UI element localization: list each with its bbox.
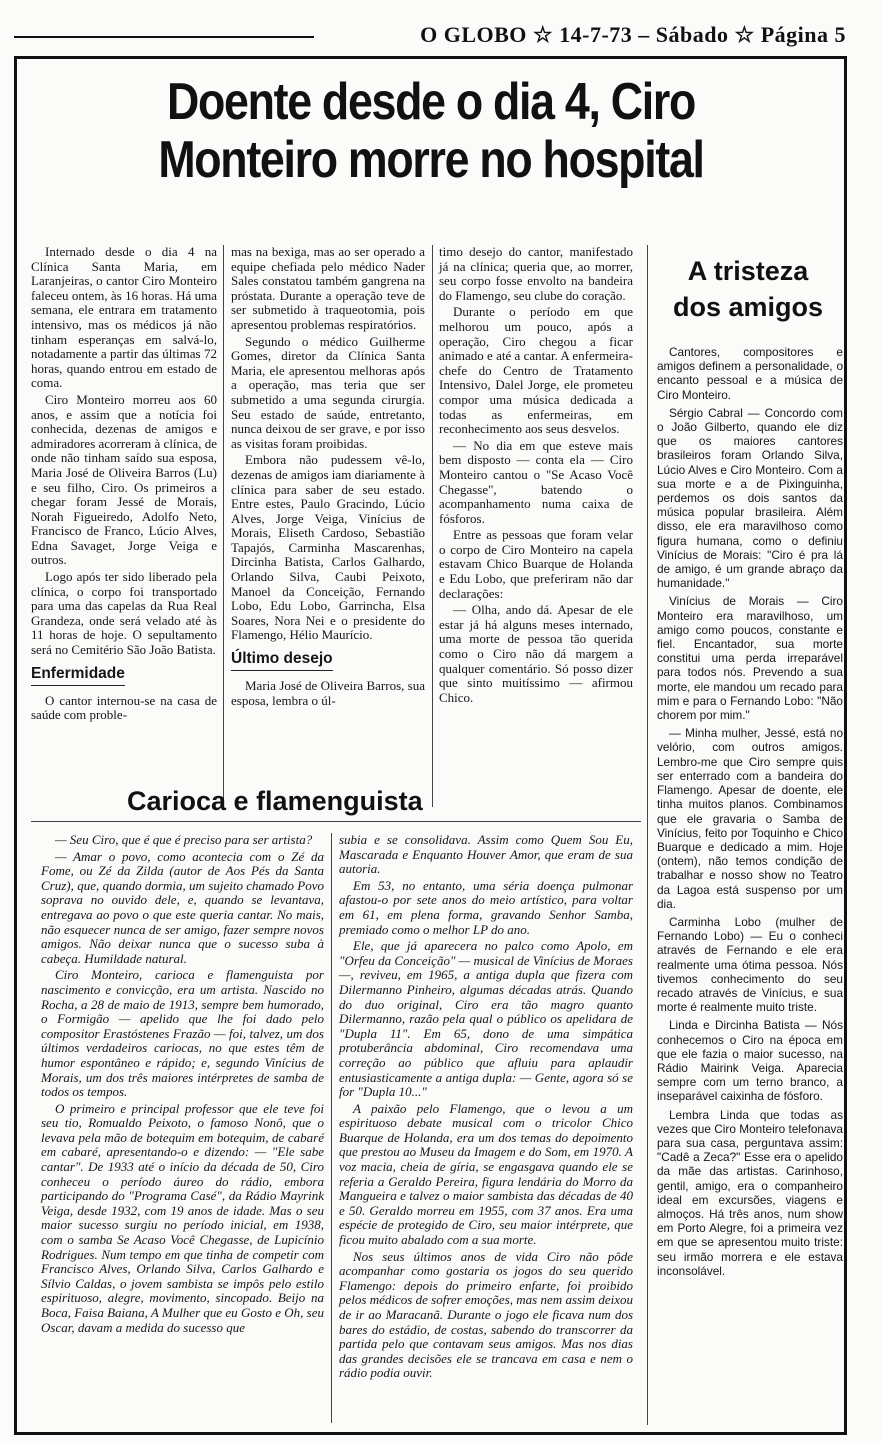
masthead-text: O GLOBO ☆ 14-7-73 – Sábado ☆ Página 5: [420, 22, 846, 47]
headline-line-2: Monteiro morre no hospital: [158, 131, 704, 189]
sidebar-column: [657, 345, 843, 1282]
paragraph: — Seu Ciro, que é que é preciso para ser artista?: [55, 832, 313, 847]
masthead: [14, 18, 874, 54]
paragraph: Maria José de Oliveira Barros, sua esposa, lembra o úl-: [231, 678, 425, 708]
column-rule: [647, 245, 648, 1425]
paragraph: Vinícius de Morais — Ciro Monteiro era maravilhoso, um amigo como poucos, constante e fiel. Encantador, sua morte constitui uma perda irreparável para todos nós. Prevendo a sua morte, ele mandou um recado para mim e para o Fernando Lobo: "Não chorem por mim.": [657, 594, 843, 723]
paragraph: — Olha, ando dá. Apesar de ele estar já há alguns meses internado, uma morte de pessoa tão querida como o Ciro não dá margem a qualquer comentário. Só posso dizer que sinto muitíssimo — afirmou Chico.: [439, 602, 633, 705]
paragraph: Ciro Monteiro morreu aos 60 anos, e assim que a notícia foi conhecida, dezenas de amigos e admiradores acorreram à clínica, de onde não tinham saído sua esposa, Maria José de Oliveira Barros (Lu) e seu filho, Ciro. Os primeiros a chegar foram Jessé de Morais, Norah Figueiredo, Adolfo Neto, Francisco de Franco, Lúcio Alves, Edna Savaget, Jorge Veiga e outros.: [31, 391, 217, 568]
paragraph: Lembra Linda que todas as vezes que Ciro Monteiro telefonava para sua casa, perguntava assim: "Cadê a Zeca?" Esse era o apelido da mãe das artistas. Carinhoso, gentil, amigo, era o companheiro ideal em excursões, viagens e almoços. Há três anos, num show em Porto Alegre, foi a primeira vez em que se apresentou muito triste: seu irmão morrera e ele estava inconsolável.: [657, 1107, 843, 1278]
sidebar-title-line-1: A tristeza: [687, 256, 809, 286]
paragraph: Segundo o médico Guilherme Gomes, diretor da Clínica Santa Maria, ele apresentou melhoras após a operação, mas teria que ser submetido a uma segunda cirurgia. Seu estado de saúde, entretanto, nunca deixou de ser grave, e por isso as visitas foram proibidas.: [231, 333, 425, 451]
paragraph: Embora não pudessem vê-lo, dezenas de amigos iam diariamente à clínica para saber de seu estado. Entre estes, Paulo Gracindo, Lúcio Alves, Jorge Veiga, Vinícius de Morais, Eliseth Cardoso, Sebastião Tapajós, Carminha Mascarenhas, Dircinha Batista, Carlos Galhardo, Orlando Silva, Caubi Peixoto, Manoel da Conceição, Fernando Lobo, Edu Lobo, Garrincha, Elsa Soares, Nora Nei e o presidente do Flamengo, Hélio Maurício.: [231, 452, 425, 643]
paragraph: timo desejo do cantor, manifestado já na clínica; queria que, ao morrer, seu corpo fosse envolto na bandeira do Flamengo, seu clube do coração.: [439, 244, 633, 303]
paragraph: Logo após ter sido liberado pela clínica, o corpo foi transportado para uma das capelas da Rua Real Grandeza, onde será velado até às 11 horas de hoje. O sepultamento será no Cemitério São João Batista.: [31, 569, 217, 658]
article-frame: [14, 56, 847, 1435]
feature-column-2: [339, 833, 633, 1383]
paragraph: Durante o período em que melhorou um pouco, após a operação, Ciro chegou a ficar animado e até a cantar. A enfermeira-chefe do Centro de Tratamento Intensivo, Dalel Jorge, ele prometeu compor uma música dedicada a todas as enfermeiras, em reconhecimento aos seus desvelos.: [439, 304, 633, 437]
paragraph: Internado desde o dia 4 na Clínica Santa Maria, em Laranjeiras, o cantor Ciro Monteiro faleceu ontem, às 16 horas. Há uma semana, ele entrara em tratamento intensivo, mas os médicos já não tinham esperanças em salvá-lo, notadamente a partir das últimas 72 horas, quando entrou em estado de coma.: [31, 244, 217, 391]
feature-column-1: [41, 833, 324, 1337]
paragraph: — No dia em que esteve mais bem disposto — conta ela — Ciro Monteiro cantou o "Se Acaso Você Chegasse", batendo o acompanhamento numa caixa de fósforos.: [439, 437, 633, 526]
column-rule: [432, 245, 433, 807]
column-rule: [331, 833, 332, 1423]
headline: [87, 73, 775, 189]
paragraph: — Amar o povo, como acontecia com o Zé da Fome, ou Zé da Zilda (autor de Aos Pés da Santa Cruz), que, quando dormia, um sujeito chamado Povo soprava no ouvido dele, e, quando se levantava, entregava ao povo o que este queria cantar. No mais, não esquecer nunca de ser amigo, fazer sempre novos amigos. Não deixar nunca que o sucesso suba à cabeça. Humildade natural.: [41, 848, 324, 966]
headline-line-1: Doente desde o dia 4, Ciro: [166, 73, 696, 131]
feature-title: Carioca e flamenguista: [127, 786, 423, 816]
subheading-ultimo-desejo: Último desejo: [231, 650, 333, 671]
paragraph: A paixão pelo Flamengo, que o levou a um espirituoso debate musical com o tricolor Chico Buarque de Holanda, era um dos temas do depoimento que prestou ao Museu da Imagem e do Som, em 1970. A voz macia, cheia de gíria, se engasgava quando ele se referia a Geraldo Pereira, figura lendária do Morro da Mangueira e talvez o maior sambista das décadas de 40 e 50. Geraldo morreu em 1955, com 37 anos. Era uma espécie de protegido de Ciro, seu maior intérprete, que ficou muito abalado com a sua morte.: [339, 1100, 633, 1248]
paragraph: Linda e Dircinha Batista — Nós conhecemos o Ciro na época em que ele fazia o maior sucesso, na Rádio Mairink Veiga. Aparecia sempre com um terno branco, a inseparável caixinha de fósforo.: [657, 1018, 843, 1104]
section-rule: [31, 821, 641, 822]
paragraph: O cantor internou-se na casa de saúde com proble-: [31, 692, 217, 723]
lead-column-1: [31, 245, 217, 725]
paragraph: Ele, que já aparecera no palco como Apolo, em "Orfeu da Conceição" — musical de Vinícius de Moraes —, reviveu, em 1965, a antiga dupla que fizera com Dilermanno Pinheiro, algumas décadas atrás. Quando do duo original, Ciro era tão magro quanto Dilermanno, razão pela qual o público os apelidara de "Dupla 11". Em 65, dono de uma simpática protuberância abdominal, Ciro recomendava uma correção ao público que afluiu para aplaudir entusiasticamente a antiga dupla: — Gente, agora só se for "Dupla 10...": [339, 938, 633, 1100]
paragraph: Ciro Monteiro, carioca e flamenguista por nascimento e convicção, era um artista. Nascido no Rocha, a 28 de maio de 1913, sempre bem humorado, o Formigão — apelido que lhe foi dado pelo compositor Erastóstenes Frazão — foi, talvez, um dos últimos verdadeiros cariocas, no que estes têm de humor espontâneo e rápido; e, segundo Vinícius de Morais, um dos três maiores intérpretes de samba de todos os tempos.: [41, 967, 324, 1100]
sidebar-title-line-2: dos amigos: [672, 292, 824, 322]
paragraph: subia e se consolidava. Assim como Quem Sou Eu, Mascarada e Enquanto Houver Amor, que eram de sua autoria.: [339, 832, 633, 877]
paragraph: Carminha Lobo (mulher de Fernando Lobo) — Eu o conheci através de Fernando e ele era realmente uma ótima pessoa. Nós tivemos conhecimento do seu recado através de Vinícius, e sua morte é realmente muito triste.: [657, 914, 843, 1015]
subheading-enfermidade: Enfermidade: [31, 665, 125, 686]
paragraph: Sérgio Cabral — Concordo com o João Gilberto, quando ele diz que os maiores cantores brasileiros foram Orlando Silva, Lúcio Alves e Ciro Monteiro. Com a sua morte e a de Pixinguinha, perdemos os dois santos da música popular brasileira. Além disso, ele era maravilhoso como figura humana, como o definiu Vinícius de Morais: "Ciro é pra lá de amigo, é um grande abraço da humanidade.": [657, 405, 843, 591]
lead-column-3: [439, 245, 633, 707]
paragraph: — Minha mulher, Jessé, está no velório, com outros amigos. Lembro-me que Ciro sempre quis ser enterrado com a bandeira do Flamengo. Apesar de doente, ele tinha muitos planos. Combinamos que ele gravaria o Samba de Vinícius, feito por Toquinho e Chico Buarque e dedicado a mim. Hoje (ontem), não temos condição de trabalhar e nosso show no Teatro da Lagoa está suspenso por um dia.: [657, 726, 843, 911]
paragraph: mas na bexiga, mas ao ser operado a equipe chefiada pelo médico Nader Sales constatou também gangrena na próstata. Durante a operação teve de ser submetido à traqueotomia, pois apresentou problemas respiratórios.: [231, 244, 425, 332]
column-rule: [223, 245, 224, 807]
paragraph: O primeiro e principal professor que ele teve foi seu tio, Romualdo Peixoto, o famoso Nonô, que o levava pela mão de botequim em botequim, de cabaré em cabaré, apresentando-o e dizendo: — "Ele sabe cantar". De 1933 até o início da década de 50, Ciro conheceu o período áureo do rádio, embora participando do "Programa Casé", da Rádio Mayrink Veiga, desde 1932, com 19 anos de idade. Mas o seu maior sucesso surgiu no período inicial, em 1938, com o samba Se Acaso Você Chegasse, de Lupicínio Rodrigues. Num tempo em que tinha de competir com Francisco Alves, Orlando Silva, Carlos Galhardo e Sílvio Caldas, o jovem sambista se impôs pelo estilo espirituoso, alegre, movimento, sincopado. Beijo na Boca, Faisa Baiana, A Mulher que eu Gosto e Oh, seu Oscar, davam a medida do sucesso que: [41, 1100, 324, 1335]
paragraph: Cantores, compositores e amigos definem a personalidade, o encanto pessoal e a música de Ciro Monteiro.: [657, 345, 843, 402]
paragraph: Nos seus últimos anos de vida Ciro não pôde acompanhar como gostaria os jogos do seu querido Flamengo: depois do primeiro enfarte, foi proibido pelos médicos de sofrer emoções, mas nem assim deixou de ir ao Maracanã. Durante o jogo ele ficava num dos bares do estádio, de costas, sabendo do transcorrer da partida pelo que contavam seus amigos. Mas nos dias das grandes decisões ele se trancava em casa e nem o rádio podia ouvir.: [339, 1248, 633, 1381]
paragraph: Em 53, no entanto, uma séria doença pulmonar afastou-o por sete anos do meio artístico, para voltar em 61, em plena forma, gravando Senhor Samba, premiado como o melhor LP do ano.: [339, 877, 633, 937]
lead-column-2: [231, 245, 425, 710]
paragraph: Entre as pessoas que foram velar o corpo de Ciro Monteiro na capela estavam Chico Buarque de Holanda e Edu Lobo, que preferiram não dar declarações:: [439, 527, 633, 601]
sidebar-title: [653, 253, 843, 325]
